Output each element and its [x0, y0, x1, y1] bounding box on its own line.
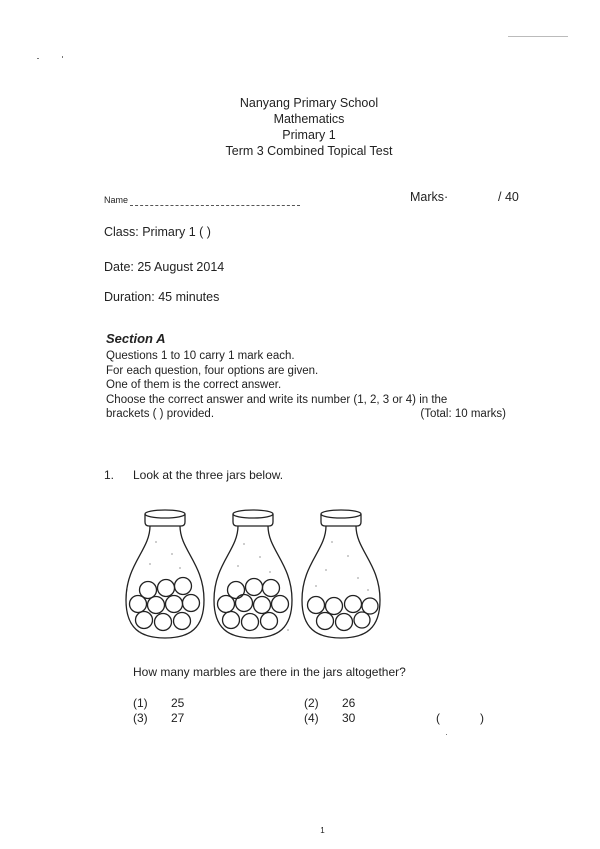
page-number: 1: [320, 826, 325, 835]
jar-2: [214, 510, 292, 638]
level-name: Primary 1: [282, 128, 336, 142]
answer-bracket: ( ): [436, 711, 484, 725]
class-field: Class: Primary 1 ( ): [104, 225, 211, 239]
scan-speck: [446, 734, 447, 735]
jar-3: [302, 510, 380, 638]
section-title: Section A: [106, 331, 166, 346]
marble-jars-illustration: [120, 502, 400, 642]
marks-total: / 40: [498, 190, 519, 204]
test-name: Term 3 Combined Topical Test: [225, 144, 393, 158]
option-number: (4): [304, 711, 319, 725]
instruction-line: Choose the correct answer and write its number (1, 2, 3 or 4) in the: [106, 393, 448, 406]
instruction-brackets-text: brackets ( ) provided.: [106, 408, 215, 420]
instruction-line-last: [106, 407, 506, 422]
name-label: Name: [104, 195, 129, 205]
document-header: [0, 95, 600, 159]
scan-speck: [508, 36, 568, 37]
option-2: [304, 696, 355, 710]
name-field: [104, 192, 300, 206]
option-number: (1): [133, 696, 148, 710]
school-name: Nanyang Primary School: [239, 96, 379, 110]
option-4: [304, 711, 355, 725]
section-instructions: [106, 349, 506, 422]
subject-name: Mathematics: [273, 112, 345, 126]
option-number: (2): [304, 696, 319, 710]
section-total-marks: (Total: 10 marks): [420, 408, 506, 420]
name-blank-line: [130, 195, 300, 206]
scan-speck: [37, 58, 39, 59]
option-value: 25: [171, 696, 185, 710]
option-3: [133, 711, 184, 725]
option-number: (3): [133, 711, 148, 725]
question-ask: How many marbles are there in the jars altogether?: [133, 665, 406, 679]
duration-field: Duration: 45 minutes: [104, 290, 220, 304]
question-number: 1.: [104, 468, 115, 482]
marks-label: Marks·: [410, 190, 449, 204]
question-text: Look at the three jars below.: [133, 468, 284, 482]
instruction-line: Questions 1 to 10 carry 1 mark each.: [106, 350, 295, 362]
instruction-line: For each question, four options are given.: [106, 364, 319, 377]
option-1: [133, 696, 184, 710]
jar-1: [126, 510, 204, 638]
date-field: Date: 25 August 2014: [104, 260, 225, 274]
instruction-line: One of them is the correct answer.: [106, 379, 282, 391]
option-value: 30: [342, 711, 356, 725]
scan-speck: [62, 56, 63, 58]
option-value: 26: [342, 696, 356, 710]
option-value: 27: [171, 711, 185, 725]
